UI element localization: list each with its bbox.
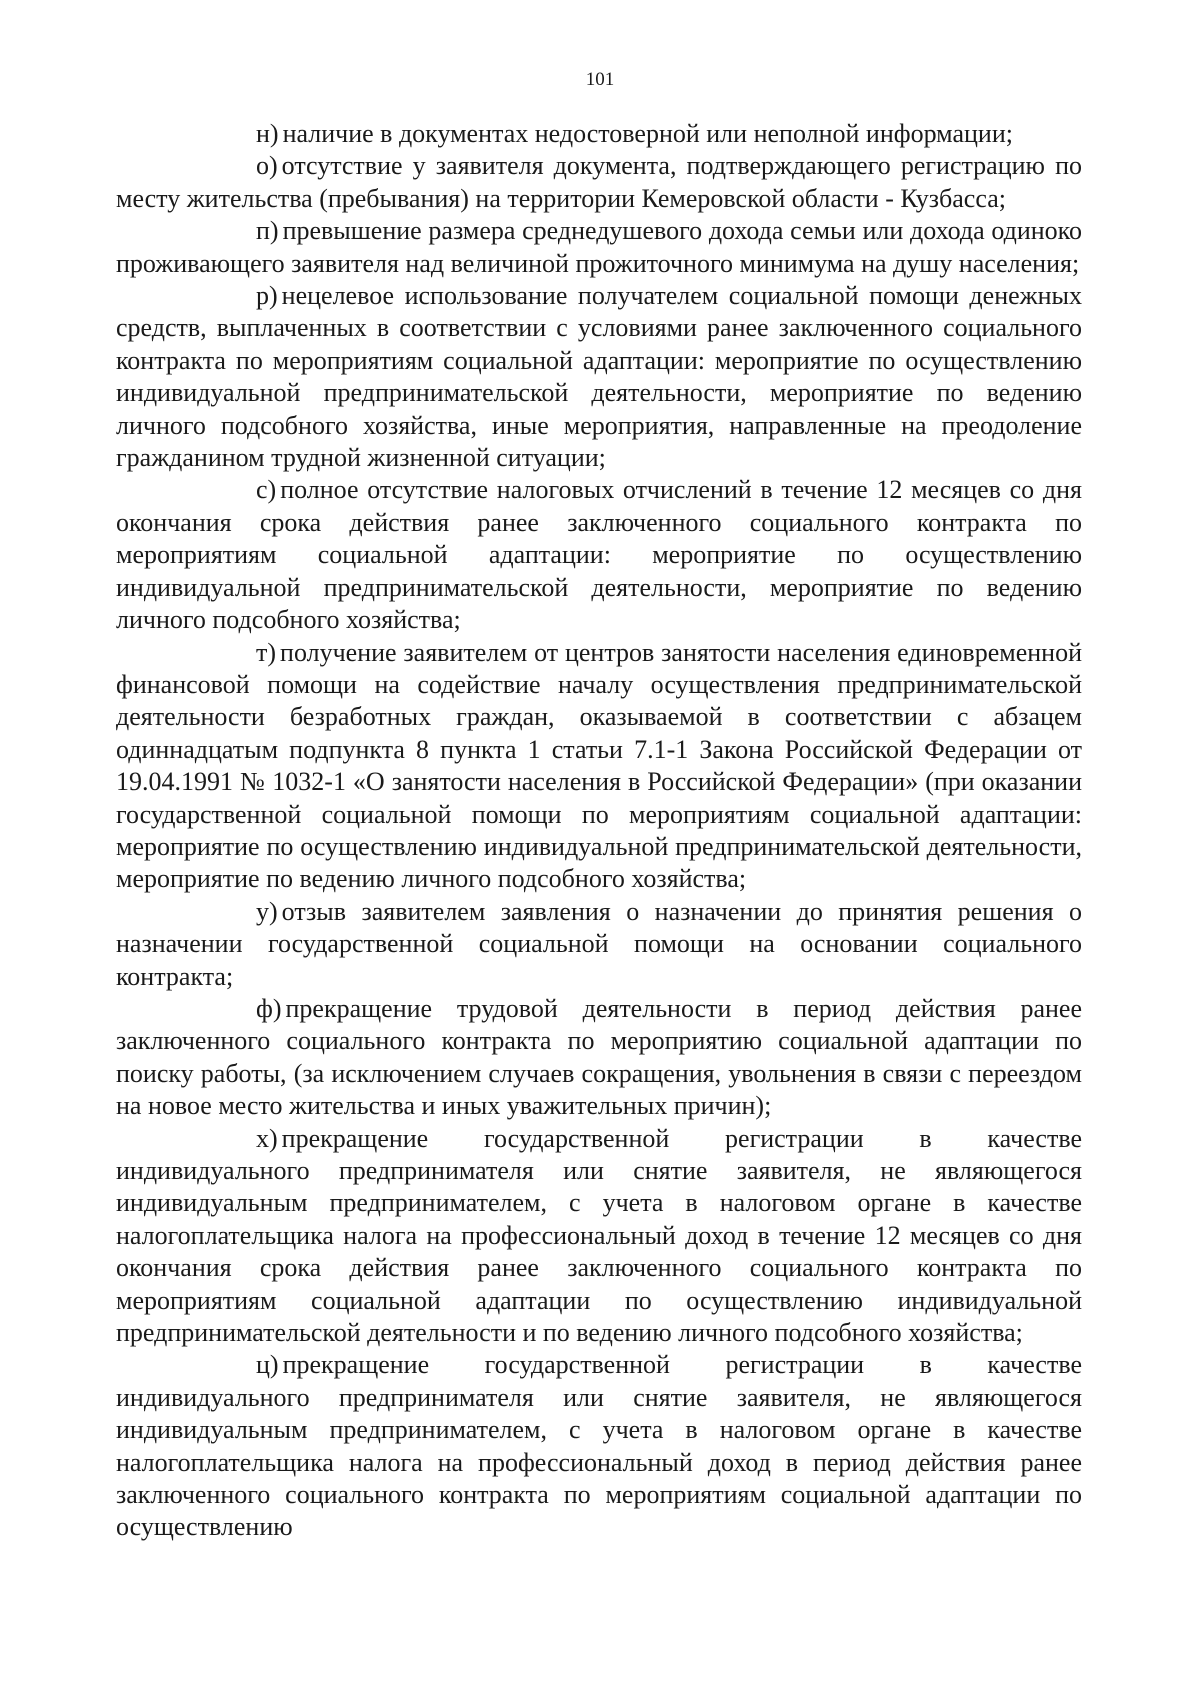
list-item [116, 1349, 1082, 1543]
item-text: получение заявителем от центров занятости населения единовременной финансовой помощи на содействие началу осуществления предпринимательской деятельности безработных граждан, оказываемой в соответствии с абзацем одиннадцатым подпункта 8 пункта 1 статьи 7.1-1 Закона Российской Федерации от 19.04.1991 № 1032-1 «О занятости населения в Российской Федерации» (при оказании государственной социальной помощи по мероприятиям социальной адаптации: мероприятие по осуществлению индивидуальной предпринимательской деятельности, мероприятие по ведению личного подсобного хозяйства; [116, 637, 1082, 894]
item-marker: п) [256, 216, 279, 246]
page-number: 101 [585, 69, 615, 90]
item-marker: у) [256, 896, 278, 926]
list-item [116, 1123, 1082, 1350]
item-marker: р) [256, 281, 278, 311]
list-item [116, 896, 1082, 993]
item-marker: ц) [256, 1350, 279, 1380]
item-text: прекращение трудовой деятельности в период действия ранее заключенного социального контракта по мероприятию социальной адаптации по поиску работы, (за исключением случаев сокращения, увольнения в связи с переездом на новое место жительства и иных уважительных причин); [116, 993, 1082, 1121]
list-item [116, 637, 1082, 896]
list-item [116, 150, 1082, 215]
item-text: нецелевое использование получателем социальной помощи денежных средств, выплаченных в соответствии с условиями ранее заключенного социального контракта по мероприятиям социальной адаптации: мероприятие по осуществлению индивидуальной предпринимательской деятельности, мероприятие по ведению личного подсобного хозяйства, иные мероприятия, направленные на преодоление гражданином трудной жизненной ситуации; [116, 281, 1082, 473]
item-marker: х) [256, 1123, 278, 1153]
list-item [116, 474, 1082, 636]
list-item [116, 118, 1082, 150]
item-text: прекращение государственной регистрации в качестве индивидуального предпринимателя или снятие заявителя, не являющегося индивидуальным предпринимателем, с учета в налоговом органе в качестве налогоплательщика налога на профессиональный доход в течение 12 месяцев со дня окончания срока действия ранее заключенного социального контракта по мероприятиям социальной адаптации по осуществлению индивидуальной предпринимательской деятельности и по ведению личного подсобного хозяйства; [116, 1123, 1082, 1348]
item-marker: о) [256, 151, 278, 181]
item-text: отзыв заявителем заявления о назначении до принятия решения о назначении государственной социальной помощи на основании социального контракта; [116, 896, 1082, 991]
item-text: превышение размера среднедушевого дохода семьи или дохода одиноко проживающего заявителя над величиной прожиточного минимума на душу населения; [116, 216, 1082, 278]
item-text: отсутствие у заявителя документа, подтверждающего регистрацию по месту жительства (пребывания) на территории Кемеровской области - Кузбасса; [116, 151, 1082, 213]
item-marker: ф) [256, 993, 282, 1023]
list-item [116, 993, 1082, 1123]
item-text: наличие в документах недостоверной или неполной информации; [282, 119, 1013, 148]
list-item [116, 215, 1082, 280]
document-body [116, 118, 1082, 1544]
item-marker: т) [256, 637, 277, 667]
item-marker: с) [256, 475, 277, 505]
list-item [116, 280, 1082, 474]
item-text: прекращение государственной регистрации в качестве индивидуального предпринимателя или снятие заявителя, не являющегося индивидуальным предпринимателем, с учета в налоговом органе в качестве налогоплательщика налога на профессиональный доход в период действия ранее заключенного социального контракта по мероприятиям социальной адаптации по осуществлению [116, 1350, 1082, 1542]
item-text: полное отсутствие налоговых отчислений в течение 12 месяцев со дня окончания срока действия ранее заключенного социального контракта по мероприятиям социальной адаптации: мероприятие по осуществлению индивидуальной предпринимательской деятельности, мероприятие по ведению личного подсобного хозяйства; [116, 475, 1082, 635]
item-marker: н) [256, 119, 279, 148]
